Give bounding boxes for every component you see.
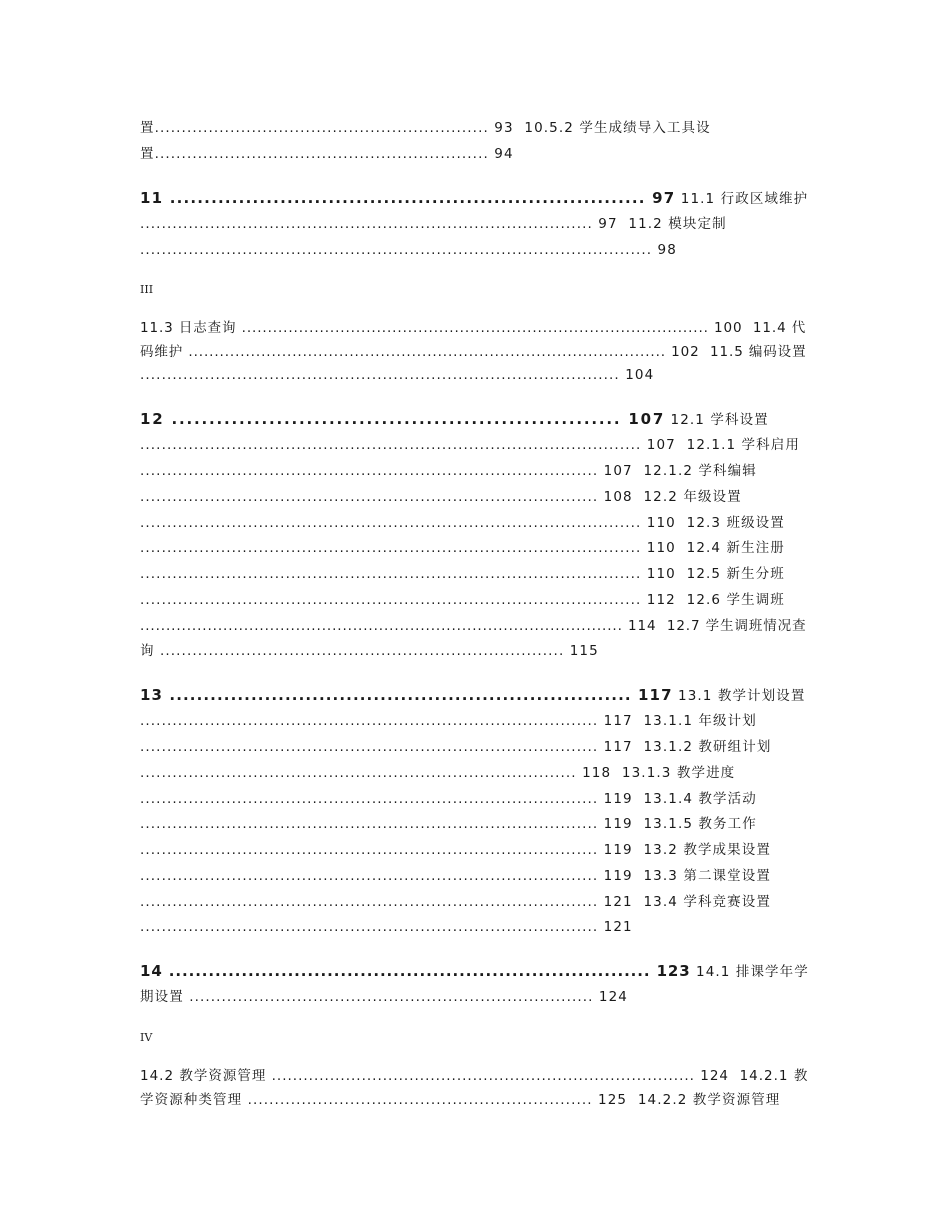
toc-line: 码维护 ............................................................................................ 102 11.5 编码设置 — [140, 344, 807, 360]
toc-line: ............................................................................................. 110 12.5 新生分班 — [140, 566, 785, 582]
toc-chapter-heading — [140, 962, 809, 981]
toc-line: ..................................................................................... 107 12.1.2 学科编辑 — [140, 463, 757, 479]
toc-line: ............................................................................................... 98 — [140, 242, 677, 258]
toc-line: ..................................................................................... 121 — [140, 919, 633, 935]
chapter-number: 12 ............................................................ 107 — [140, 410, 666, 428]
toc-entry: 12.1 学科设置 — [665, 412, 769, 428]
toc-line: ..................................................................................... 119 13.2 教学成果设置 — [140, 842, 771, 858]
toc-line: ............................................................................................. 107 12.1.1 学科启用 — [140, 437, 800, 453]
page-number-roman: III — [140, 283, 154, 296]
toc-line: ..................................................................................... 119 13.1.5 教务工作 — [140, 816, 757, 832]
toc-line: 11.3 日志查询 .......................................................................................... 100 11.4 代 — [140, 320, 807, 336]
toc-entry: 11.1 行政区域维护 — [675, 191, 809, 207]
toc-line: ............................................................................................. 112 12.6 学生调班 — [140, 592, 785, 608]
page-number-roman: IV — [140, 1031, 153, 1044]
toc-line: ..................................................................................... 117 13.1.2 教研组计划 — [140, 739, 772, 755]
toc-line: ......................................................................................... 104 — [140, 367, 655, 383]
toc-line: ............................................................................................. 114 12.7 学生调班情况查 — [140, 618, 807, 634]
toc-line: ..................................................................................... 119 13.3 第二课堂设置 — [140, 868, 771, 884]
toc-line: 置.............................................................. 94 — [140, 146, 514, 162]
chapter-number: 11 ..................................................................... 97 — [140, 189, 676, 207]
toc-line: ............................................................................................. 110 12.4 新生注册 — [140, 540, 785, 556]
chapter-number: 13 .................................................................... 117 — [140, 686, 673, 704]
toc-line: ..................................................................................... 121 13.4 学科竞赛设置 — [140, 894, 771, 910]
toc-line: 置.............................................................. 93 10.5.2 学生成绩导入工具设 — [140, 120, 711, 136]
toc-line: ..................................................................................... 108 12.2 年级设置 — [140, 489, 742, 505]
toc-chapter-heading — [140, 189, 808, 208]
toc-line: ............................................................................................. 110 12.3 班级设置 — [140, 515, 785, 531]
toc-line: ..................................................................................... 119 13.1.4 教学活动 — [140, 791, 757, 807]
chapter-number: 14 ......................................................................... 123 — [140, 962, 691, 980]
toc-line: 14.2 教学资源管理 ................................................................................ 124 14.2.1 教 — [140, 1068, 809, 1084]
toc-line: ................................................................................. 118 13.1.3 教学进度 — [140, 765, 736, 781]
toc-line: 学资源种类管理 ................................................................ 125 14.2.2 教学资源管理 — [140, 1092, 781, 1108]
toc-entry: 14.1 排课学年学 — [690, 964, 809, 980]
toc-line: 询 ........................................................................... 115 — [140, 643, 599, 659]
toc-line: ..................................................................................... 117 13.1.1 年级计划 — [140, 713, 757, 729]
toc-chapter-heading — [140, 410, 769, 429]
toc-line: 期设置 ........................................................................... 124 — [140, 989, 628, 1005]
toc-entry: 13.1 教学计划设置 — [672, 688, 806, 704]
toc-chapter-heading — [140, 686, 805, 705]
toc-line: .................................................................................... 97 11.2 模块定制 — [140, 216, 727, 232]
